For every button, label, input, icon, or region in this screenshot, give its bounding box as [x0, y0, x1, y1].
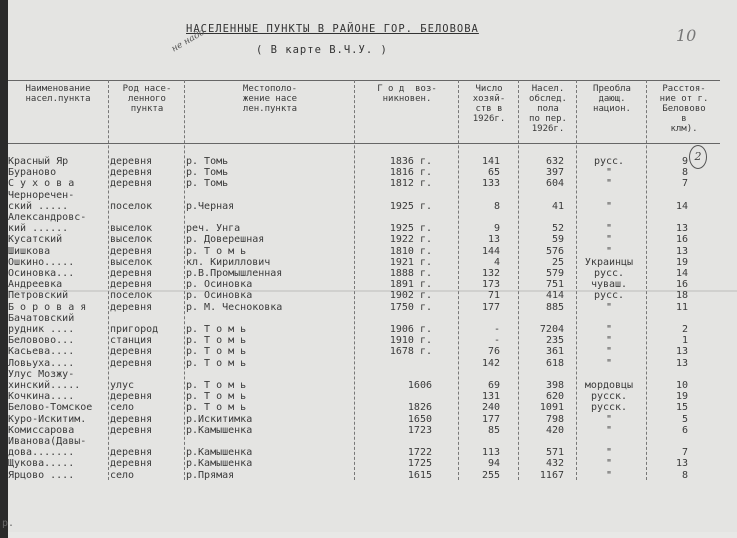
- type-cell: деревня: [110, 268, 153, 279]
- column-header: Расстоя- ние от г. Беловово в клм).: [659, 84, 709, 134]
- nationality-cell: русск.: [590, 391, 628, 403]
- type-cell: деревня: [110, 458, 153, 470]
- households-cell: 113: [481, 447, 500, 459]
- bottom-mark: р.: [2, 518, 15, 529]
- population-cell: 25: [551, 256, 564, 268]
- households-cell: 71: [487, 290, 500, 302]
- population-cell: 571: [545, 447, 564, 459]
- nationality-cell: ": [605, 424, 613, 436]
- distance-cell: 15: [675, 402, 688, 414]
- population-cell: 576: [545, 245, 564, 257]
- population-cell: 618: [545, 357, 564, 369]
- year-cell: 1816 г.: [389, 167, 432, 179]
- name-cell: кий ......: [8, 223, 69, 235]
- households-cell: -: [493, 335, 500, 347]
- document-subtitle: ( В карте В.Ч.У. ): [256, 44, 388, 56]
- location-cell: р. Т о м ь: [186, 324, 247, 335]
- type-cell: деревня: [110, 424, 153, 436]
- year-cell: 1606: [407, 380, 432, 391]
- name-cell: дова.......: [8, 447, 75, 459]
- type-cell: станция: [110, 335, 153, 347]
- population-cell: 798: [545, 413, 564, 425]
- distance-cell: 13: [675, 223, 688, 235]
- year-cell: 1891 г.: [389, 279, 432, 291]
- location-cell: р. Осиновка: [186, 279, 253, 291]
- year-cell: 1725: [407, 458, 432, 470]
- type-cell: деревня: [110, 279, 153, 291]
- households-cell: 240: [481, 402, 500, 414]
- type-cell: поселок: [110, 200, 153, 212]
- column-header: Преобла дающ. национ.: [593, 84, 631, 114]
- location-cell: р. Т о м ь: [186, 346, 247, 358]
- households-cell: 13: [487, 234, 500, 246]
- location-cell: р. Томь: [186, 167, 229, 179]
- nationality-cell: ": [605, 324, 613, 335]
- year-cell: 1810 г.: [389, 245, 432, 257]
- type-cell: деревня: [110, 167, 153, 179]
- distance-cell: 13: [675, 357, 688, 369]
- distance-cell: 8: [681, 469, 688, 481]
- column-divider: [518, 80, 519, 480]
- name-cell: рудник ....: [8, 324, 75, 335]
- name-cell: Улус Мозжу-: [8, 368, 75, 380]
- population-cell: 620: [545, 391, 564, 403]
- households-cell: 94: [487, 458, 500, 470]
- distance-cell: 14: [675, 200, 688, 212]
- type-cell: деревня: [110, 245, 153, 257]
- distance-cell: 16: [675, 279, 688, 291]
- location-cell: р. Доверешная: [186, 234, 265, 246]
- name-cell: С у х о в а: [8, 178, 75, 190]
- left-edge-shadow: [0, 0, 8, 538]
- name-cell: Кочкина....: [8, 391, 75, 403]
- type-cell: поселок: [110, 290, 153, 302]
- nationality-cell: русс.: [593, 156, 625, 167]
- column-header: Насел. обслед. пола по пер. 1926г.: [529, 84, 567, 134]
- name-cell: Александровс-: [8, 212, 87, 223]
- name-cell: Бачатовский: [8, 312, 75, 324]
- name-cell: Беловово...: [8, 335, 75, 347]
- name-cell: Касьева....: [8, 346, 75, 358]
- population-cell: 59: [551, 234, 564, 246]
- population-cell: 432: [545, 458, 564, 470]
- nationality-cell: ": [605, 178, 613, 190]
- distance-cell: 1: [681, 335, 688, 347]
- nationality-cell: ": [605, 469, 613, 481]
- year-cell: 1921 г.: [389, 256, 432, 268]
- type-cell: деревня: [110, 178, 153, 190]
- population-cell: 604: [545, 178, 564, 190]
- households-cell: 133: [481, 178, 500, 190]
- distance-cell: 8: [681, 167, 688, 179]
- name-cell: Комиссарова: [8, 424, 75, 436]
- location-cell: р.Искитимка: [186, 413, 253, 425]
- name-cell: ский .....: [8, 200, 69, 212]
- distance-cell: 14: [675, 268, 688, 279]
- type-cell: деревня: [110, 357, 153, 369]
- location-cell: р. Т о м ь: [186, 391, 247, 403]
- name-cell: Бураново: [8, 167, 57, 179]
- column-header: Г о д воз- никновен.: [377, 84, 437, 104]
- type-cell: деревня: [110, 301, 153, 313]
- households-cell: 177: [481, 413, 500, 425]
- name-cell: Ошкино.....: [8, 256, 75, 268]
- households-cell: 255: [481, 469, 500, 481]
- column-divider: [458, 80, 459, 480]
- location-cell: р.Черная: [186, 200, 235, 212]
- column-divider: [354, 80, 355, 480]
- distance-cell: 6: [681, 424, 688, 436]
- year-cell: 1750 г.: [389, 301, 432, 313]
- handwritten-note: не надо: [169, 27, 207, 55]
- circled-mark: 2: [689, 145, 707, 169]
- name-cell: Куро-Искитим.: [8, 413, 87, 425]
- name-cell: Шишкова: [8, 245, 51, 257]
- distance-cell: 13: [675, 458, 688, 470]
- type-cell: пригород: [110, 324, 159, 335]
- year-cell: 1812 г.: [389, 178, 432, 190]
- name-cell: Иванова(Давы-: [8, 436, 87, 447]
- population-cell: 632: [545, 156, 564, 167]
- nationality-cell: ": [605, 335, 613, 347]
- nationality-cell: русс.: [593, 268, 625, 279]
- distance-cell: 16: [675, 234, 688, 246]
- population-cell: 1167: [539, 469, 564, 481]
- column-header: Наименование насел.пункта: [25, 84, 91, 104]
- households-cell: 177: [481, 301, 500, 313]
- year-cell: 1910 г.: [389, 335, 432, 347]
- location-cell: р.В.Промышленная: [186, 268, 283, 279]
- year-cell: 1836 г.: [389, 156, 432, 167]
- distance-cell: 7: [681, 178, 688, 190]
- population-cell: 41: [551, 200, 564, 212]
- name-cell: Белово-Томское: [8, 402, 93, 414]
- year-cell: 1615: [407, 469, 432, 481]
- nationality-cell: ": [605, 245, 613, 257]
- type-cell: улус: [110, 380, 135, 391]
- nationality-cell: ": [605, 346, 613, 358]
- distance-cell: 5: [681, 413, 688, 425]
- households-cell: 144: [481, 245, 500, 257]
- type-cell: село: [110, 402, 135, 414]
- households-cell: 76: [487, 346, 500, 358]
- nationality-cell: ": [605, 223, 613, 235]
- name-cell: Б о р о в а я: [8, 301, 87, 313]
- name-cell: хинский.....: [8, 380, 81, 391]
- households-cell: 142: [481, 357, 500, 369]
- type-cell: выселок: [110, 256, 153, 268]
- population-cell: 7204: [539, 324, 564, 335]
- column-header: Род насе- ленного пункта: [122, 84, 172, 114]
- distance-cell: 2: [681, 324, 688, 335]
- location-cell: р. Т о м ь: [186, 402, 247, 414]
- nationality-cell: ": [605, 413, 613, 425]
- location-cell: р.Камышенка: [186, 424, 253, 436]
- households-cell: 69: [487, 380, 500, 391]
- year-cell: 1922 г.: [389, 234, 432, 246]
- nationality-cell: ": [605, 357, 613, 369]
- name-cell: Ловьуха....: [8, 357, 75, 369]
- year-cell: 1826: [407, 402, 432, 414]
- year-cell: 1650: [407, 413, 432, 425]
- population-cell: 885: [545, 301, 564, 313]
- nationality-cell: ": [605, 234, 613, 246]
- location-cell: р. М. Чесноковка: [186, 301, 283, 313]
- name-cell: Андреевка: [8, 279, 63, 291]
- distance-cell: 11: [675, 301, 688, 313]
- type-cell: деревня: [110, 156, 153, 167]
- location-cell: р. Т о м ь: [186, 357, 247, 369]
- name-cell: Кусатский: [8, 234, 63, 246]
- year-cell: 1723: [407, 424, 432, 436]
- type-cell: выселок: [110, 223, 153, 235]
- distance-cell: 7: [681, 447, 688, 459]
- location-cell: р. Осиновка: [186, 290, 253, 302]
- location-cell: р.Прямая: [186, 469, 235, 481]
- households-cell: 131: [481, 391, 500, 403]
- year-cell: 1906 г.: [389, 324, 432, 335]
- households-cell: 65: [487, 167, 500, 179]
- nationality-cell: русск.: [590, 402, 628, 414]
- households-cell: -: [493, 324, 500, 335]
- name-cell: Черноречен-: [8, 189, 75, 201]
- type-cell: выселок: [110, 234, 153, 246]
- distance-cell: 19: [675, 391, 688, 403]
- distance-cell: 19: [675, 256, 688, 268]
- population-cell: 414: [545, 290, 564, 302]
- year-cell: 1925 г.: [389, 200, 432, 212]
- document-title: НАСЕЛЕННЫЕ ПУНКТЫ В РАЙОНЕ ГОР. БЕЛОВОВА: [186, 23, 479, 35]
- nationality-cell: ": [605, 167, 613, 179]
- population-cell: 398: [545, 380, 564, 391]
- location-cell: кл. Кириллович: [186, 256, 271, 268]
- distance-cell: 10: [675, 380, 688, 391]
- type-cell: деревня: [110, 346, 153, 358]
- population-cell: 420: [545, 424, 564, 436]
- population-cell: 361: [545, 346, 564, 358]
- column-divider: [184, 80, 185, 480]
- population-cell: 235: [545, 335, 564, 347]
- name-cell: Осиновка...: [8, 268, 75, 279]
- header-bottom-rule: [8, 143, 720, 144]
- households-cell: 9: [493, 223, 500, 235]
- name-cell: Петровский: [8, 290, 69, 302]
- population-cell: 52: [551, 223, 564, 235]
- distance-cell: 9: [681, 156, 688, 167]
- column-header: Местополо- жение насе лен.пункта: [242, 84, 298, 114]
- nationality-cell: чуваш.: [590, 279, 628, 291]
- year-cell: 1888 г.: [389, 268, 432, 279]
- location-cell: р. Томь: [186, 156, 229, 167]
- name-cell: Красный Яр: [8, 156, 69, 167]
- population-cell: 397: [545, 167, 564, 179]
- nationality-cell: ": [605, 200, 613, 212]
- location-cell: р.Камышенка: [186, 458, 253, 470]
- nationality-cell: русс.: [593, 290, 625, 302]
- type-cell: деревня: [110, 391, 153, 403]
- name-cell: Ярцово ....: [8, 469, 75, 481]
- nationality-cell: ": [605, 301, 613, 313]
- location-cell: р. Т о м ь: [186, 335, 247, 347]
- households-cell: 4: [493, 256, 500, 268]
- type-cell: село: [110, 469, 135, 481]
- population-cell: 1091: [539, 402, 564, 414]
- distance-cell: 13: [675, 245, 688, 257]
- table-top-rule: [8, 80, 720, 81]
- nationality-cell: Украинцы: [584, 256, 634, 268]
- nationality-cell: мордовцы: [584, 380, 634, 391]
- households-cell: 141: [481, 156, 500, 167]
- year-cell: 1925 г.: [389, 223, 432, 235]
- type-cell: деревня: [110, 413, 153, 425]
- households-cell: 8: [493, 200, 500, 212]
- year-cell: 1722: [407, 447, 432, 459]
- distance-cell: 18: [675, 290, 688, 302]
- population-cell: 751: [545, 279, 564, 291]
- location-cell: р. Томь: [186, 178, 229, 190]
- population-cell: 579: [545, 268, 564, 279]
- location-cell: р.Камышенка: [186, 447, 253, 459]
- type-cell: деревня: [110, 447, 153, 459]
- nationality-cell: ": [605, 458, 613, 470]
- distance-cell: 13: [675, 346, 688, 358]
- column-divider: [646, 80, 647, 480]
- nationality-cell: ": [605, 447, 613, 459]
- column-header: Число хозяй- ств в 1926г.: [472, 84, 506, 124]
- page-number: 10: [676, 26, 697, 45]
- location-cell: реч. Унга: [186, 223, 241, 235]
- name-cell: Щукова.....: [8, 458, 75, 470]
- year-cell: 1902 г.: [389, 290, 432, 302]
- year-cell: 1678 г.: [389, 346, 432, 358]
- households-cell: 85: [487, 424, 500, 436]
- location-cell: р. Т о м ь: [186, 245, 247, 257]
- households-cell: 132: [481, 268, 500, 279]
- location-cell: р. Т о м ь: [186, 380, 247, 391]
- column-divider: [576, 80, 577, 480]
- households-cell: 173: [481, 279, 500, 291]
